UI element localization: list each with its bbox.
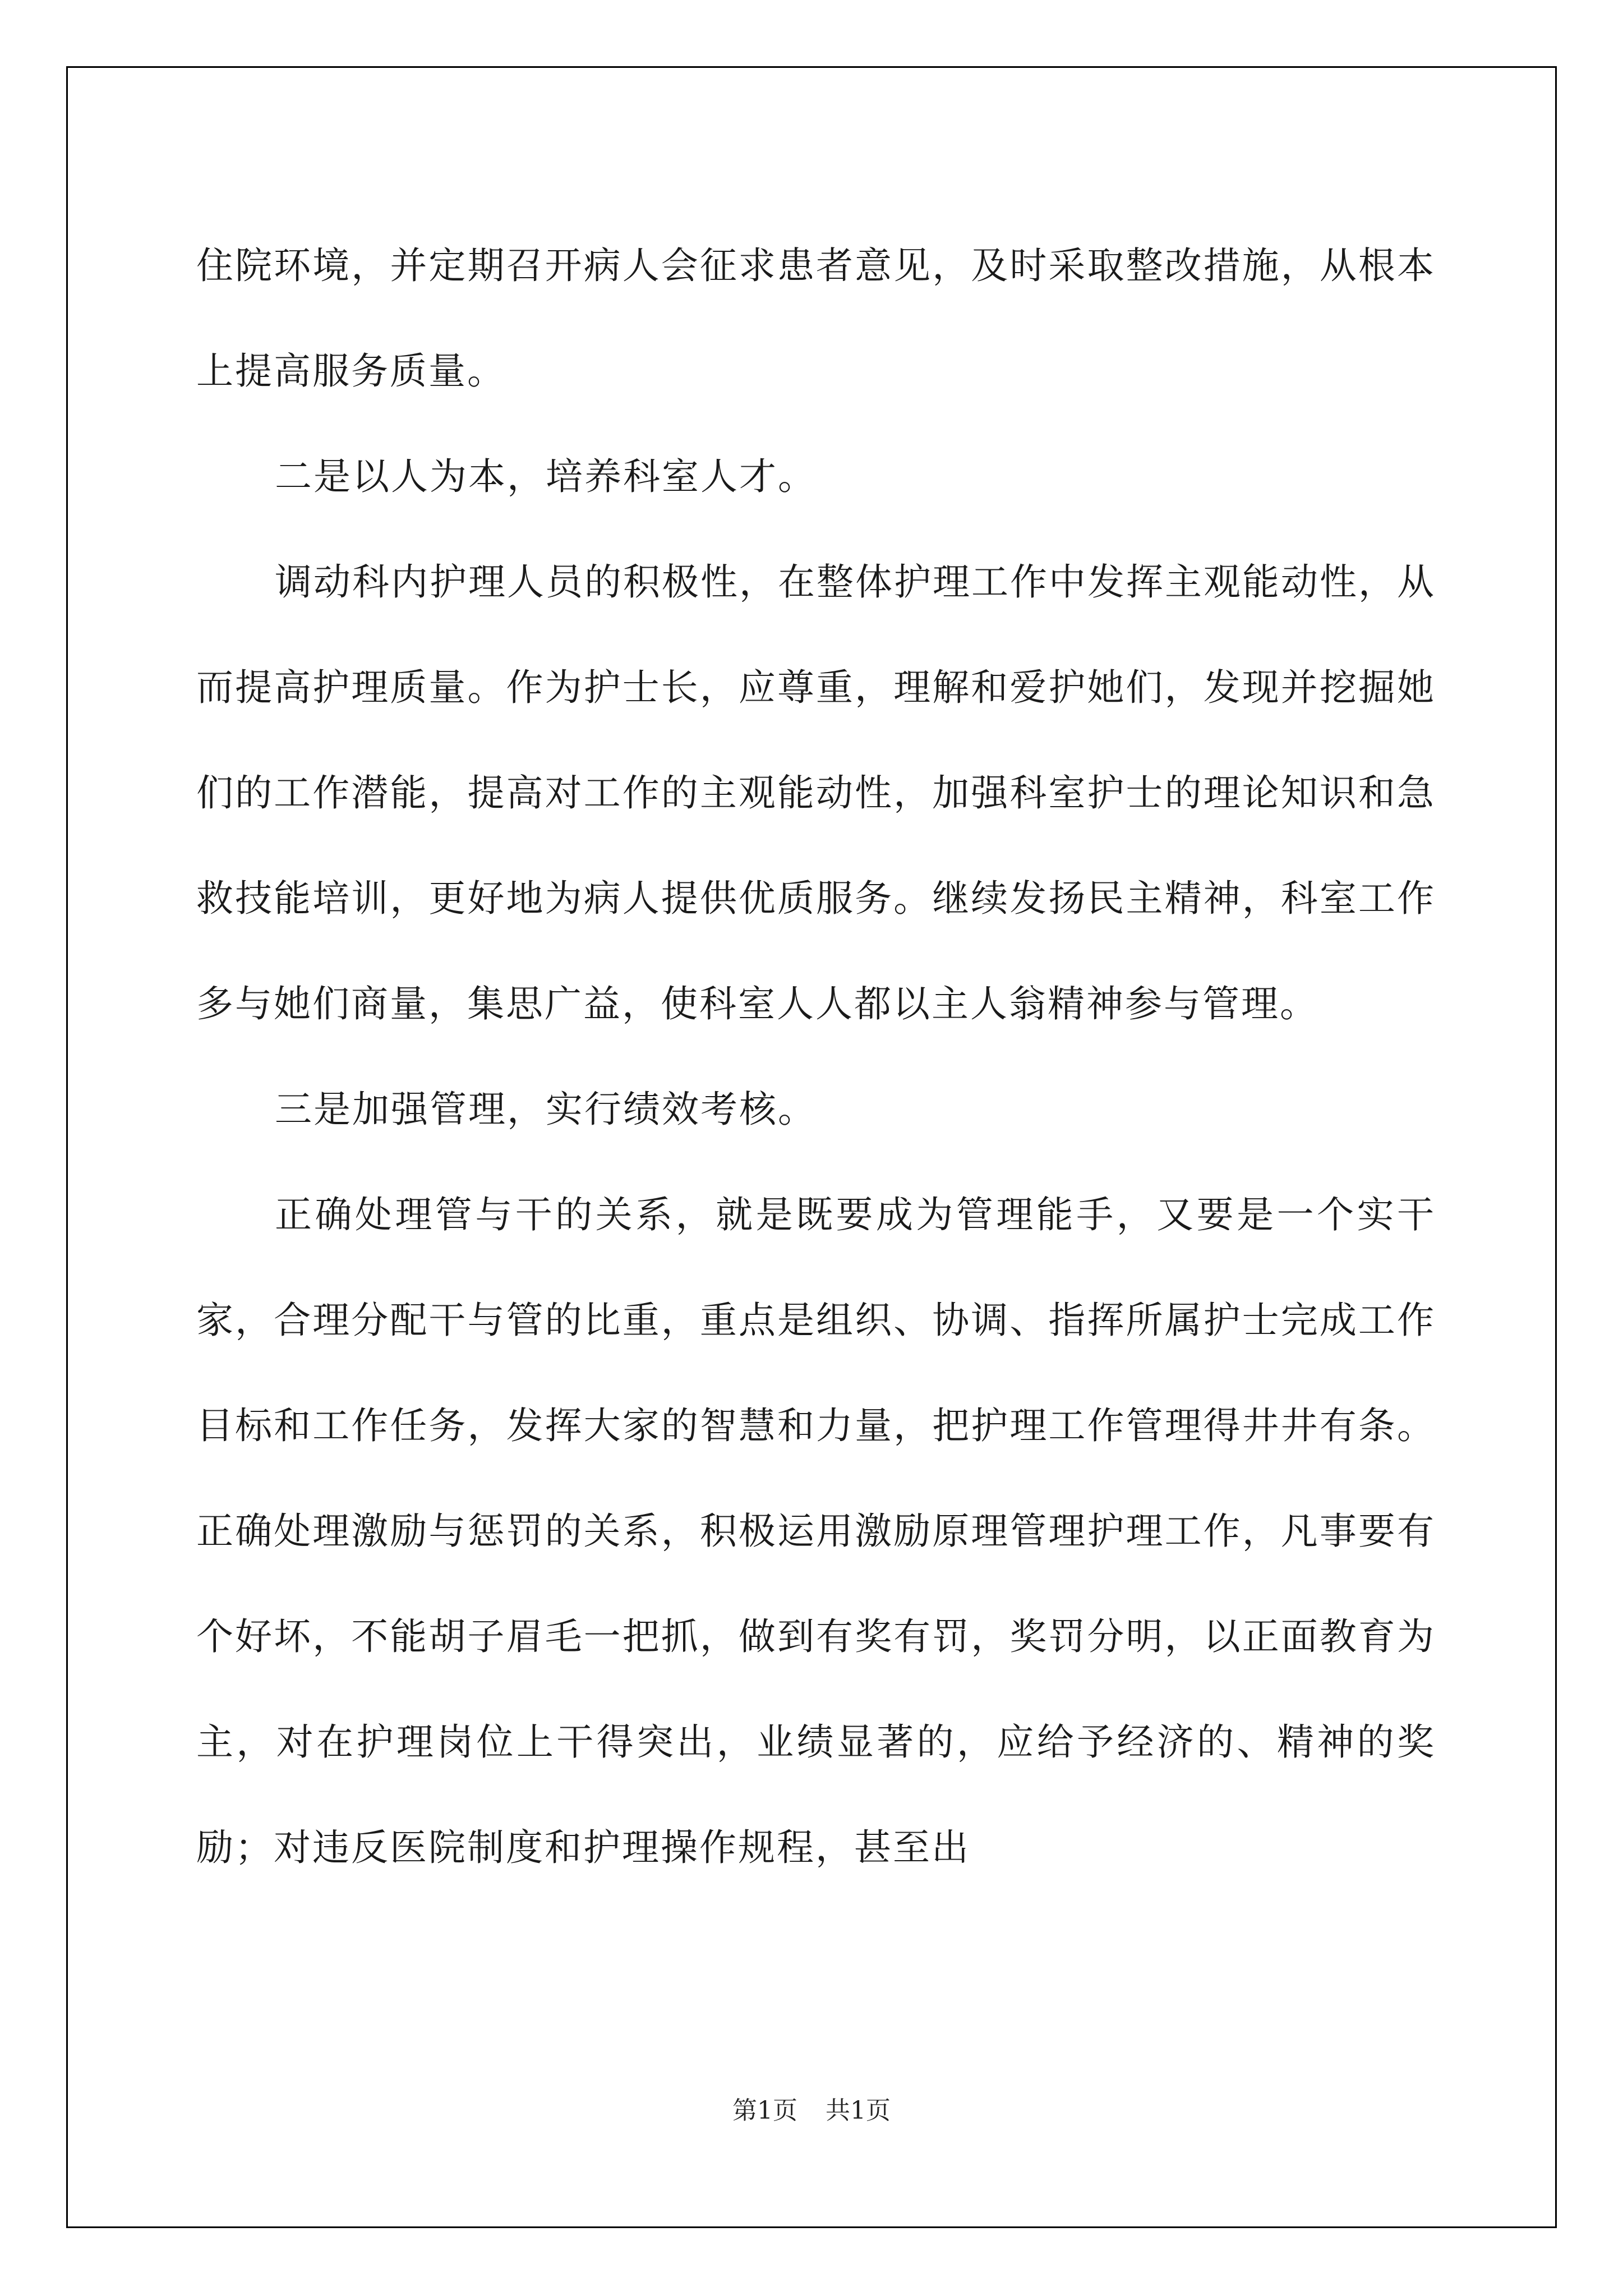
page-footer (0, 2090, 1623, 2126)
document-body (196, 213, 1436, 1901)
page-number-current: 第1页 (732, 2096, 797, 2125)
paragraph-4-heading: 三是加强管理，实行绩效考核。 (275, 1088, 817, 1131)
paragraph-5: 正确处理管与干的关系，就是既要成为管理能手，又要是一个实干家，合理分配干与管的比重，重点是组织、协调、指挥所属护士完成工作目标和工作任务，发挥大家的智慧和力量，把护理工作管理得井井有条。正确处理激励与惩罚的关系，积极运用激励原理管理护理工作，凡事要有个好坏，不能胡子眉毛一把抓，做到有奖有罚，奖罚分明，以正面教育为主，对在护理岗位上干得突出，业绩显著的，应给予经济的、精神的奖励；对违反医院制度和护理操作规程，甚至出 (196, 1193, 1436, 1869)
paragraph-3: 调动科内护理人员的积极性，在整体护理工作中发挥主观能动性，从而提高护理质量。作为护士长，应尊重，理解和爱护她们，发现并挖掘她们的工作潜能，提高对工作的主观能动性，加强科室护士的理论知识和急救技能培训，更好地为病人提供优质服务。继续发扬民主精神，科室工作多与她们商量，集思广益，使科室人人都以主人翁精神参与管理。 (196, 560, 1436, 1025)
page-number-total: 共1页 (826, 2096, 891, 2125)
paragraph-2-heading: 二是以人为本，培养科室人才。 (275, 455, 817, 498)
paragraph-1: 住院环境，并定期召开病人会征求患者意见，及时采取整改措施，从根本上提高服务质量。 (196, 244, 1436, 393)
